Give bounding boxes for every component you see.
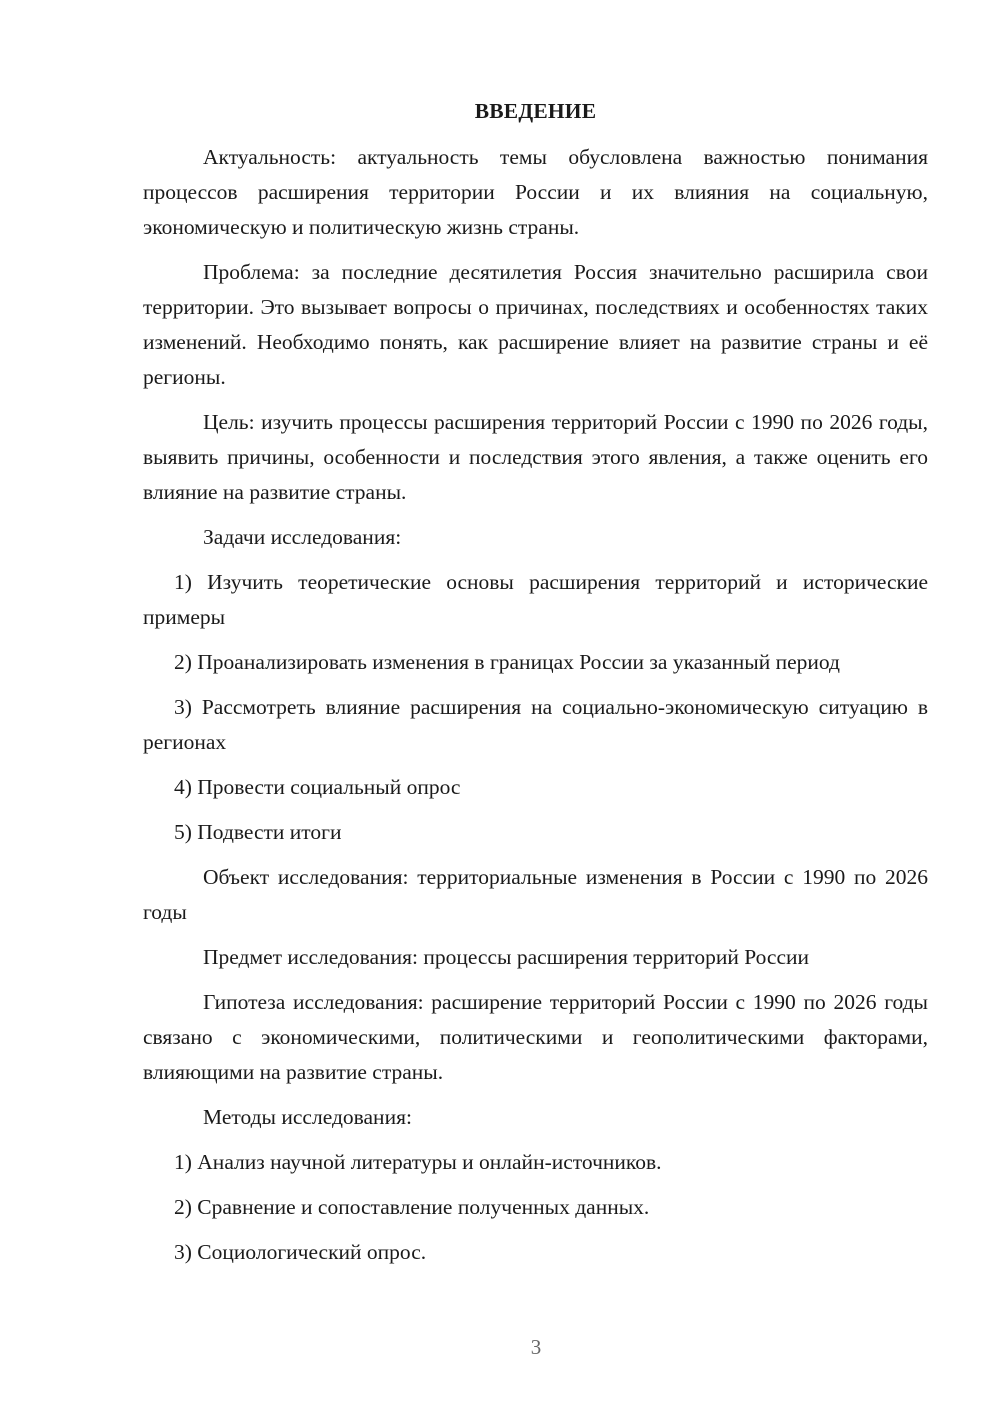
method-item-1: 1) Анализ научной литературы и онлайн-источников.: [174, 1150, 662, 1174]
page-number: 3: [530, 1335, 542, 1359]
tasks-heading: Задачи исследования:: [203, 525, 402, 549]
task-item-3: 3) Рассмотреть влияние расширения на социально-экономическую ситуацию в регионах: [143, 695, 928, 754]
task-item-2: 2) Проанализировать изменения в границах России за указанный период: [174, 650, 840, 674]
goal-paragraph: Цель: изучить процессы расширения территорий России с 1990 по 2026 годы, выявить причины, особенности и последствия этого явления, а также оценить его влияние на развитие страны.: [143, 410, 928, 504]
task-item-5: 5) Подвести итоги: [174, 820, 342, 844]
methods-heading: Методы исследования:: [203, 1105, 412, 1129]
section-title: ВВЕДЕНИЕ: [474, 99, 597, 123]
task-item-4: 4) Провести социальный опрос: [174, 775, 461, 799]
method-item-3: 3) Социологический опрос.: [174, 1240, 427, 1264]
problem-paragraph: Проблема: за последние десятилетия Россия значительно расширила свои территории. Это вызывает вопросы о причинах, последствиях и особенностях таких изменений. Необходимо понять, как расширение влияет на развитие страны и её регионы.: [143, 260, 928, 389]
document-page: [143, 96, 928, 1280]
task-item-1: 1) Изучить теоретические основы расширения территорий и исторические примеры: [143, 570, 928, 629]
object-paragraph: Объект исследования: территориальные изменения в России с 1990 по 2026 годы: [143, 865, 928, 924]
relevance-paragraph: Актуальность: актуальность темы обусловлена важностью понимания процессов расширения территории России и их влияния на социальную, экономическую и политическую жизнь страны.: [143, 145, 928, 239]
method-item-2: 2) Сравнение и сопоставление полученных данных.: [174, 1195, 650, 1219]
subject-paragraph: Предмет исследования: процессы расширения территорий России: [203, 945, 810, 969]
hypothesis-paragraph: Гипотеза исследования: расширение территорий России с 1990 по 2026 годы связано с экономическими, политическими и геополитическими факторами, влияющими на развитие страны.: [143, 990, 928, 1084]
